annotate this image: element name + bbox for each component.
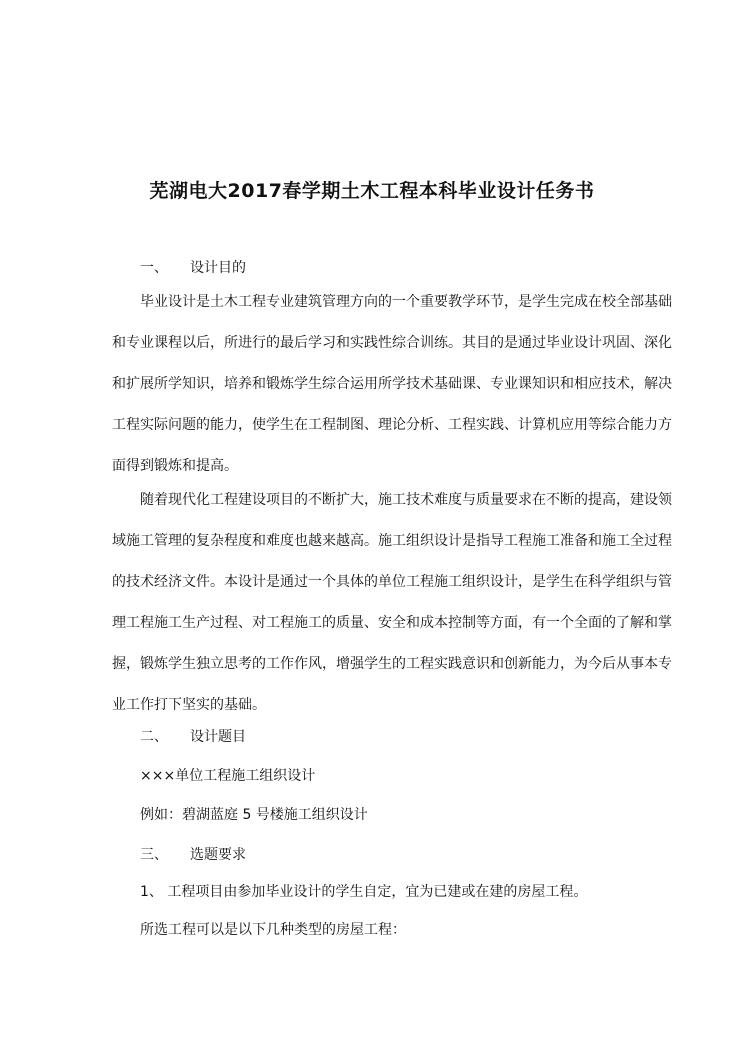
section-1-heading	[140, 258, 634, 278]
paragraph-line: 所选工程可以是以下几种类型的房屋工程：	[140, 922, 406, 938]
paragraph-line: 毕业设计是土木工程专业建筑管理方向的一个重要教学环节，是学生完成在校全部基础	[140, 294, 672, 310]
paragraph-line: 和专业课程以后，所进行的最后学习和实践性综合训练。其目的是通过毕业设计巩固、深化	[112, 335, 672, 351]
paragraph-line: 理工程施工生产过程、对工程施工的质量、安全和成本控制等方面，有一个全面的了解和掌	[112, 615, 672, 631]
section-3-heading	[140, 845, 634, 865]
paragraph-line: 握，锻炼学生独立思考的工作作风，增强学生的工程实践意识和创新能力，为今后从事本专	[112, 656, 672, 672]
section-number: 二、	[140, 729, 168, 745]
document-title: 芜湖电大2017春学期土木工程本科毕业设计任务书	[149, 180, 595, 202]
paragraph-line: 随着现代化工程建设项目的不断扩大，施工技术难度与质量要求在不断的提高，建设领	[140, 492, 672, 508]
section-2-heading	[140, 727, 634, 747]
section-number: 一、	[140, 260, 168, 276]
topic-example: 例如：碧湖蓝庭 5 号楼施工组织设计	[140, 807, 368, 823]
section-title: 选题要求	[190, 847, 246, 863]
paragraph-line: 的技术经济文件。本设计是通过一个具体的单位工程施工组织设计，是学生在科学组织与管	[112, 574, 672, 590]
paragraph-line: 业工作打下坚实的基础。	[112, 697, 266, 713]
section-title: 设计目的	[190, 260, 246, 276]
paragraph-line: 工程实际问题的能力，使学生在工程制图、理论分析、工程实践、计算机应用等综合能力方	[112, 417, 672, 433]
requirement-item: 1、 工程项目由参加毕业设计的学生自定，宜为已建或在建的房屋工程。	[140, 884, 588, 900]
design-topic: ×××单位工程施工组织设计	[140, 768, 316, 784]
section-title: 设计题目	[190, 729, 246, 745]
paragraph-line: 面得到锻炼和提高。	[112, 458, 238, 474]
paragraph-line: 和扩展所学知识，培养和锻炼学生综合运用所学技术基础课、专业课知识和相应技术，解决	[112, 376, 672, 392]
section-number: 三、	[140, 847, 168, 863]
paragraph-line: 域施工管理的复杂程度和难度也越来越高。施工组织设计是指导工程施工准备和施工全过程	[112, 533, 672, 549]
